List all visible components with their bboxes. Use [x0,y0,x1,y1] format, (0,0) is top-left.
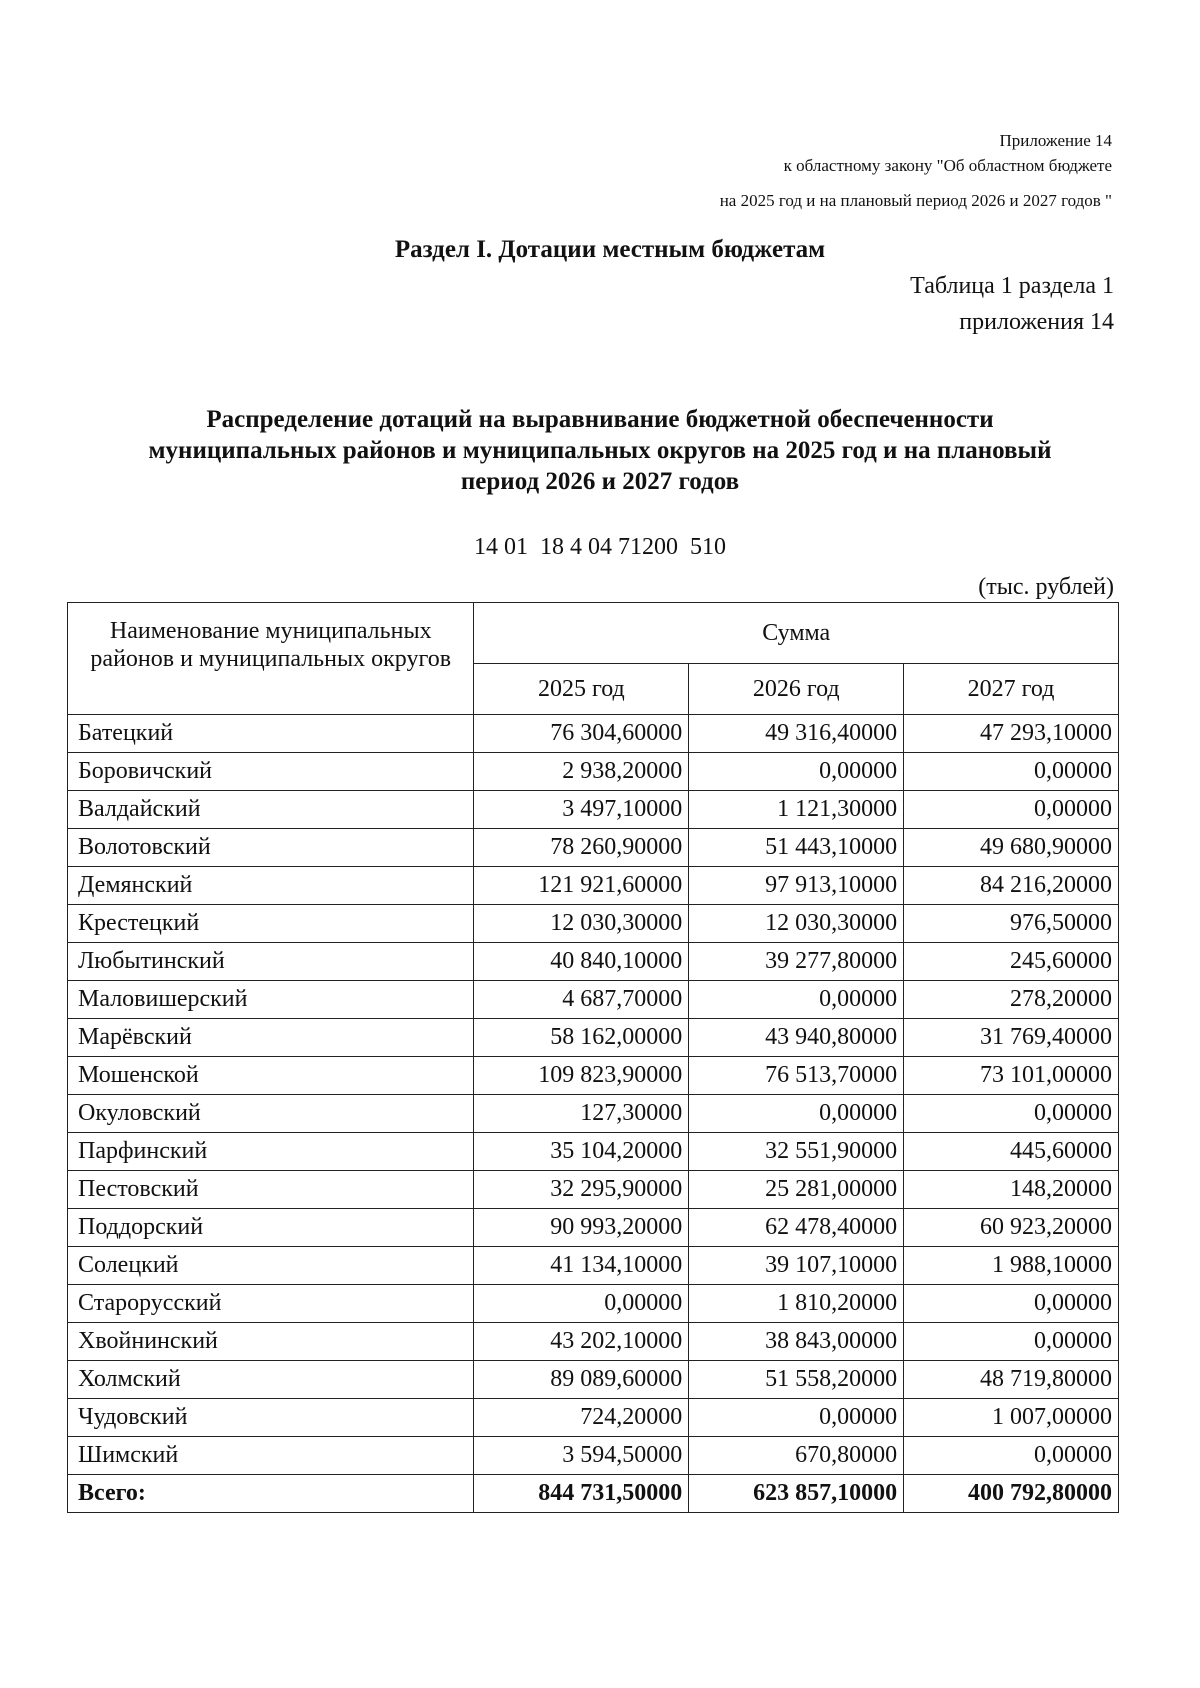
table-row [68,1209,1119,1247]
amount-2027: 976,50000 [904,905,1119,943]
table-row [68,1323,1119,1361]
units-label: (тыс. рублей) [978,574,1114,600]
amount-2027: 47 293,10000 [904,715,1119,753]
amount-2025: 2 938,20000 [474,753,689,791]
amount-2027: 1 007,00000 [904,1399,1119,1437]
amount-2025: 121 921,60000 [474,867,689,905]
title-line-1: Распределение дотаций на выравнивание бюджетной обеспеченности [206,406,994,433]
municipality-name: Маловишерский [68,981,474,1019]
budget-classification-code: 14 01 18 4 04 71200 510 [474,534,726,560]
amount-2026: 51 558,20000 [689,1361,904,1399]
amount-2025: 89 089,60000 [474,1361,689,1399]
amount-2027: 60 923,20000 [904,1209,1119,1247]
amount-2026: 49 316,40000 [689,715,904,753]
amount-2026: 1 121,30000 [689,791,904,829]
amount-2026: 62 478,40000 [689,1209,904,1247]
municipality-name: Поддорский [68,1209,474,1247]
amount-2026: 0,00000 [689,753,904,791]
amount-2027: 445,60000 [904,1133,1119,1171]
table-row [68,1133,1119,1171]
amount-2025: 32 295,90000 [474,1171,689,1209]
municipality-name: Пестовский [68,1171,474,1209]
amount-2027: 73 101,00000 [904,1057,1119,1095]
amount-2025: 12 030,30000 [474,905,689,943]
municipality-name: Марёвский [68,1019,474,1057]
municipality-name: Батецкий [68,715,474,753]
table-body [68,715,1119,1513]
header-name: Наименование муниципальных районов и муниципальных округов [68,603,474,715]
title-line-3: период 2026 и 2027 годов [460,468,740,495]
table-row [68,715,1119,753]
municipality-name: Парфинский [68,1133,474,1171]
amount-2026: 51 443,10000 [689,829,904,867]
amount-2027: 0,00000 [904,1437,1119,1475]
amount-2025: 35 104,20000 [474,1133,689,1171]
header-year-2026: 2026 год [689,664,904,715]
amount-2025: 40 840,10000 [474,943,689,981]
amount-2026: 32 551,90000 [689,1133,904,1171]
amount-2027: 0,00000 [904,791,1119,829]
amount-2025: 90 993,20000 [474,1209,689,1247]
amount-2026: 0,00000 [689,1399,904,1437]
table-reference [910,268,1114,340]
table-row [68,1095,1119,1133]
amount-2025: 43 202,10000 [474,1323,689,1361]
amount-2025: 3 497,10000 [474,791,689,829]
table-row [68,943,1119,981]
municipality-name: Солецкий [68,1247,474,1285]
amount-2025: 4 687,70000 [474,981,689,1019]
table-row [68,791,1119,829]
amount-2026: 38 843,00000 [689,1323,904,1361]
amount-2026: 76 513,70000 [689,1057,904,1095]
amount-2026: 1 810,20000 [689,1285,904,1323]
table-row [68,905,1119,943]
amount-2026: 43 940,80000 [689,1019,904,1057]
header-year-2025: 2025 год [474,664,689,715]
table-row [68,867,1119,905]
header-year-2027: 2027 год [904,664,1119,715]
subsidies-table [67,602,1119,1513]
total-2025: 844 731,50000 [474,1475,689,1513]
total-row [68,1475,1119,1513]
table-row [68,829,1119,867]
amount-2025: 724,20000 [474,1399,689,1437]
table-ref-line-1: Таблица 1 раздела 1 [910,273,1114,299]
title-line-2: муниципальных районов и муниципальных округов на 2025 год и на плановый [148,437,1052,464]
municipality-name: Окуловский [68,1095,474,1133]
amount-2027: 0,00000 [904,753,1119,791]
table-row [68,1057,1119,1095]
section-title: Раздел I. Дотации местным бюджетам [394,236,826,263]
municipality-name: Старорусский [68,1285,474,1323]
header-row [68,603,1119,664]
amount-2027: 0,00000 [904,1285,1119,1323]
amount-2026: 12 030,30000 [689,905,904,943]
municipality-name: Боровичский [68,753,474,791]
amount-2025: 58 162,00000 [474,1019,689,1057]
table-row [68,1437,1119,1475]
amount-2027: 245,60000 [904,943,1119,981]
municipality-name: Чудовский [68,1399,474,1437]
amount-2027: 49 680,90000 [904,829,1119,867]
header-sum: Сумма [474,603,1119,664]
document-title [60,404,1140,497]
total-2027: 400 792,80000 [904,1475,1119,1513]
amount-2027: 278,20000 [904,981,1119,1019]
total-label: Всего: [68,1475,474,1513]
amount-2025: 76 304,60000 [474,715,689,753]
amount-2026: 0,00000 [689,981,904,1019]
table-row [68,1399,1119,1437]
municipality-name: Демянский [68,867,474,905]
amount-2027: 48 719,80000 [904,1361,1119,1399]
amount-2026: 0,00000 [689,1095,904,1133]
amount-2025: 3 594,50000 [474,1437,689,1475]
municipality-name: Валдайский [68,791,474,829]
table-row [68,1019,1119,1057]
amount-2027: 31 769,40000 [904,1019,1119,1057]
municipality-name: Волотовский [68,829,474,867]
table-row [68,1285,1119,1323]
amount-2025: 109 823,90000 [474,1057,689,1095]
amount-2027: 1 988,10000 [904,1247,1119,1285]
amount-2026: 39 107,10000 [689,1247,904,1285]
amount-2025: 78 260,90000 [474,829,689,867]
table-row [68,1171,1119,1209]
amount-2027: 148,20000 [904,1171,1119,1209]
appendix-reference [720,128,1112,213]
municipality-name: Холмский [68,1361,474,1399]
amount-2026: 39 277,80000 [689,943,904,981]
total-2026: 623 857,10000 [689,1475,904,1513]
table-ref-line-2: приложения 14 [959,309,1114,335]
municipality-name: Любытинский [68,943,474,981]
amount-2026: 25 281,00000 [689,1171,904,1209]
amount-2025: 127,30000 [474,1095,689,1133]
amount-2026: 97 913,10000 [689,867,904,905]
appendix-line-3: на 2025 год и на плановый период 2026 и 2027 годов " [719,191,1112,210]
appendix-line-1: Приложение 14 [999,131,1112,150]
appendix-line-2: к областному закону "Об областном бюджете [783,156,1112,175]
amount-2025: 0,00000 [474,1285,689,1323]
table-row [68,753,1119,791]
amount-2027: 0,00000 [904,1095,1119,1133]
table-row [68,1361,1119,1399]
municipality-name: Шимский [68,1437,474,1475]
amount-2025: 41 134,10000 [474,1247,689,1285]
municipality-name: Мошенской [68,1057,474,1095]
amount-2027: 0,00000 [904,1323,1119,1361]
amount-2026: 670,80000 [689,1437,904,1475]
table-row [68,981,1119,1019]
table-row [68,1247,1119,1285]
municipality-name: Хвойнинский [68,1323,474,1361]
municipality-name: Крестецкий [68,905,474,943]
amount-2027: 84 216,20000 [904,867,1119,905]
